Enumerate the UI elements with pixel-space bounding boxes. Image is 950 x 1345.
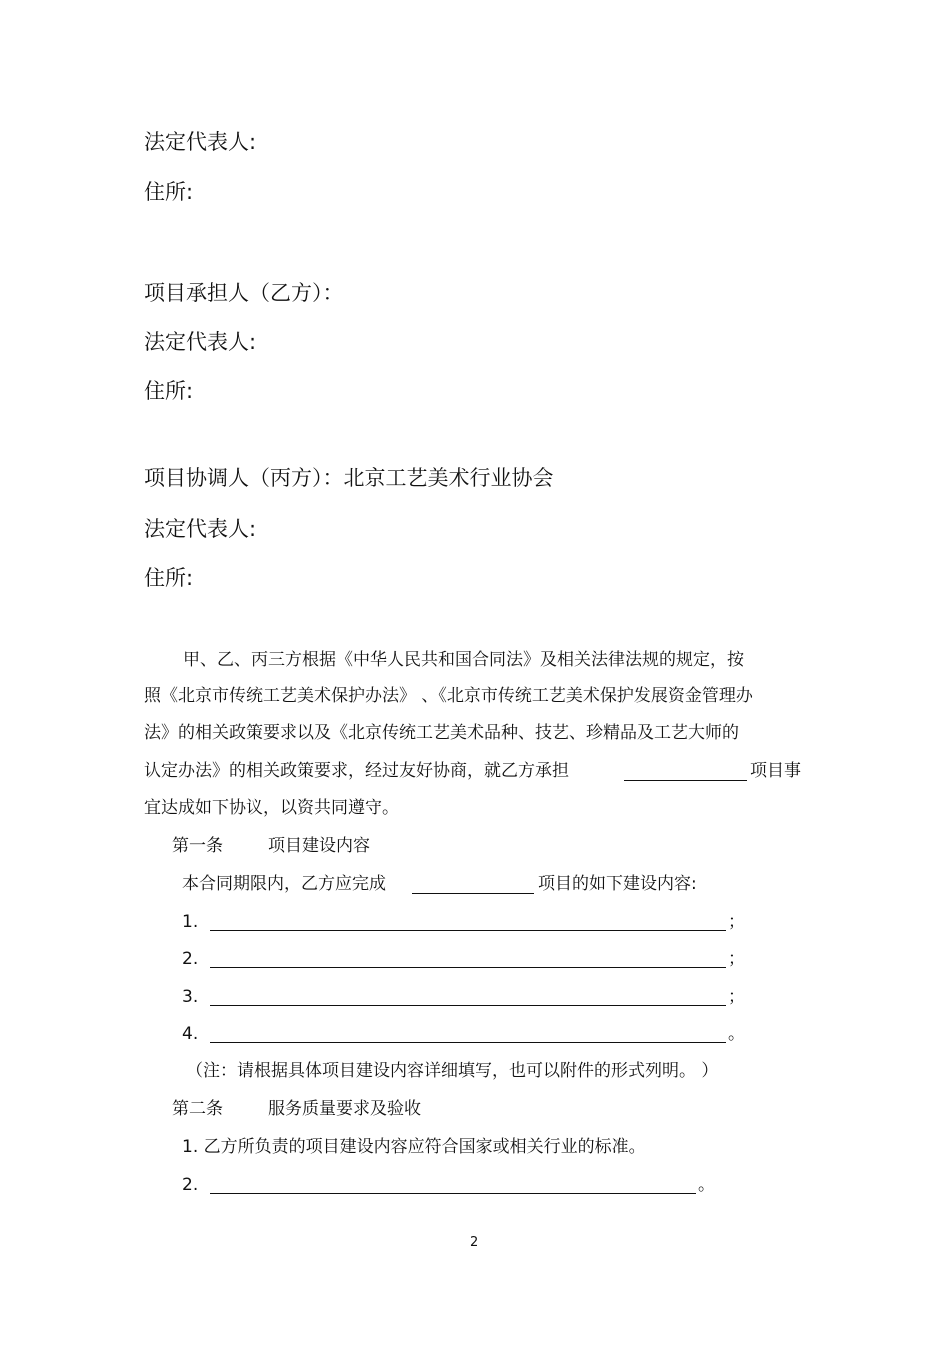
article-1-number: 第一条: [172, 836, 223, 856]
article-1-item-4-end: 。: [728, 1024, 745, 1044]
article-1-item-1-end: ；: [728, 912, 745, 932]
article-1-item-4-number: 4.: [182, 1024, 199, 1044]
preamble-line-4b: 项目事: [750, 761, 801, 781]
article-1-item-1-blank[interactable]: [210, 930, 726, 931]
project-name-blank-2[interactable]: [412, 893, 534, 894]
party-b-title: 项目承担人（乙方）：: [144, 281, 344, 305]
preamble-line-2: 照《北京市传统工艺美术保护办法》 、《北京市传统工艺美术保护发展资金管理办: [144, 686, 753, 706]
party-a-rep-label: 法定代表人:: [144, 130, 257, 154]
party-c-title: 项目协调人（丙方）：北京工艺美术行业协会: [144, 466, 554, 490]
preamble-line-1: 甲、乙、丙三方根据《中华人民共和国合同法》及相关法律法规的规定，按: [183, 650, 744, 670]
article-1-note: （注：请根据具体项目建设内容详细填写，也可以附件的形式列明。 ）: [186, 1061, 719, 1081]
article-2-item-2-blank[interactable]: [210, 1193, 696, 1194]
article-2-item-2-end: 。: [698, 1175, 715, 1195]
party-b-rep-label: 法定代表人:: [144, 330, 257, 354]
article-2-item-1: 1. 乙方所负责的项目建设内容应符合国家或相关行业的标准。: [182, 1137, 646, 1157]
preamble-line-5: 宜达成如下协议，以资共同遵守。: [144, 798, 399, 818]
article-1-intro-a: 本合同期限内，乙方应完成: [182, 874, 386, 894]
article-2-number: 第二条: [172, 1099, 223, 1119]
article-1-item-3-end: ；: [728, 987, 745, 1007]
article-1-item-3-blank[interactable]: [210, 1005, 726, 1006]
page-number: 2: [470, 1235, 479, 1250]
article-1-item-3-number: 3.: [182, 987, 199, 1007]
preamble-line-4a: 认定办法》的相关政策要求，经过友好协商，就乙方承担: [144, 761, 569, 781]
party-b-address-label: 住所:: [144, 379, 194, 403]
party-a-address-label: 住所:: [144, 180, 194, 204]
project-name-blank[interactable]: [624, 780, 747, 781]
article-1-intro-b: 项目的如下建设内容:: [538, 874, 697, 894]
party-c-rep-label: 法定代表人:: [144, 517, 257, 541]
article-1-title: 项目建设内容: [268, 836, 370, 856]
article-1-item-4-blank[interactable]: [210, 1042, 726, 1043]
article-1-item-2-blank[interactable]: [210, 967, 726, 968]
article-2-title: 服务质量要求及验收: [268, 1099, 421, 1119]
article-2-item-2-number: 2.: [182, 1175, 199, 1195]
preamble-line-3: 法》的相关政策要求以及《北京传统工艺美术品种、技艺、珍精品及工艺大师的: [144, 723, 739, 743]
article-1-item-2-number: 2.: [182, 949, 199, 969]
article-1-item-1-number: 1.: [182, 912, 199, 932]
article-1-item-2-end: ；: [728, 949, 745, 969]
party-c-address-label: 住所:: [144, 566, 194, 590]
